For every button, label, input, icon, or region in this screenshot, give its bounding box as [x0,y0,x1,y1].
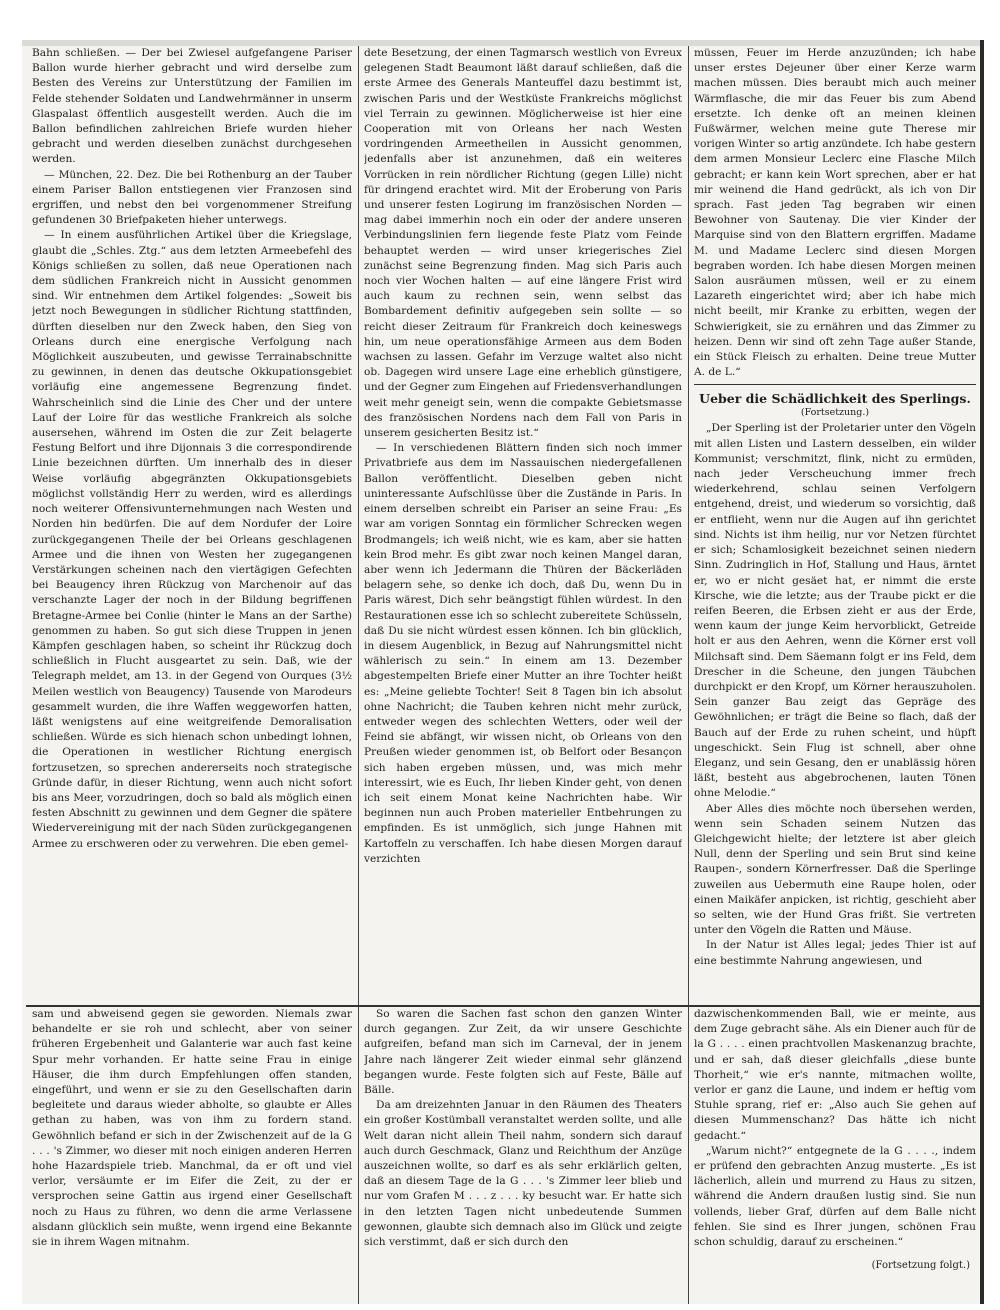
feuilleton-section [22,1007,984,1304]
article-paragraph: „Der Sperling ist der Proletarier unter den Vögeln mit allen Listen und Lastern desselben, ein wilder Kommunist; verschmitzt, flink, nicht zu ermüden, nach jeder Verscheuchung immer frech wiederkehrend, schlau seinen Verfolgern entgehend, dreist, und wiederum so vorsichtig, daß er entflieht, wenn nur die Augen auf ihn gerichtet sind. Nichts ist ihm heilig, nur vor Netzen fürchtet er sich; Schamlosigkeit bezeichnet seinen niedern Sinn. Zudringlich in Hof, Stallung und Haus, ärntet er, wo er nicht gesäet hat, er nimmt die erste Kirsche, wie die letzte; aus der Traube pickt er die reifen Beeren, die Erbsen zieht er aus der Erde, wenn kaum der junge Keim hervorblickt, Getreide holt er aus den Aehren, wenn die Körner erst voll Milchsaft sind. Dem Säemann folgt er ins Feld, dem Drescher in die Scheune, den jungen Täubchen durchpickt er den Kropf, um Körner herauszuholen. Sein ganzer Bau zeigt das Gepräge des Gewöhnlichen; er trägt die Beine so flach, daß der Bauch auf der Erde zu ruhen scheint, und hüpft ungeschickt. Sein Flug ist schnell, aber ohne Eleganz, und sein Gesang, den er unablässig hören läßt, besteht aus abgebrochenen, lauten Tönen ohne Melodie.“ [694,422,976,800]
story-paragraph: Da am dreizehnten Januar in den Räumen des Theaters ein großer Kostümball veranstaltet werden sollte, und alle Welt daran nicht allein Theil nahm, sondern sich darauf auch durch Geschmack, Glanz und Reichthum der Anzüge auszeichnen wollte, so darf es als sehr erklärlich gelten, daß an diesem Tage de la G . . . 's Zimmer leer blieb und nur vom Grafen M . . . z . . . ky besucht war. Er hatte sich in den letzten Tagen nicht unbedeutende Summen gewonnen, glaubte sich demnach also im Glück und zeigte sich verstimmt, daß er sich durch den [364,1099,682,1249]
story-paragraph: So waren die Sachen fast schon den ganzen Winter durch gegangen. Zur Zeit, da wir unsere Geschichte aufgreifen, befand man sich im Carneval, der in jenem Jahre nach längerer Zeit wieder einmal sehr glänzend begangen wurde. Feste folgten sich auf Feste, Bälle auf Bälle. [364,1008,682,1097]
continuation-note: (Fortsetzung folgt.) [871,1260,970,1272]
story-paragraph: dazwischenkommenden Ball, wie er meinte, aus dem Zuge gebracht sähe. Als ein Diener auch für de la G . . . . einen prachtvollen Maskenanzug brachte, und er sah, daß dieser gleichfalls „diese bunte Thorheit,“ wie er's nannte, mitmachen wollte, verlor er ganz die Laune, und indem er heftig vom Stuhle sprang, rief er: „Also auch Sie gehen auf diesen Mummenschanz? Das hätte ich nicht gedacht.“ [694,1008,976,1142]
article-subtitle: (Fortsetzung.) [800,407,870,419]
article-paragraph: müssen, Feuer im Herde anzuzünden; ich habe unser erstes Dejeuner über einer Kerze warm machen müssen. Dies beraubt mich auch meiner Wärmflasche, die mir das Feuer bis zum Abend ersetzte. Ich denke oft an meinen kleinen Fußwärmer, welchen meine gute Therese mir vorigen Winter so artig anzündete. Ich habe gestern dem armen Monsieur Leclerc eine Flasche Milch gebracht; er kann kein Wort sprechen, aber er hat mir weinend die Hand gedrückt, als ich von Dir sprach. Fast jeden Tag begraben wir einen Bewohner von Sautenay. Die vier Kinder der Marquise sind von den Blattern ergriffen. Madame M. und Madame Leclerc sind diesen Morgen begraben worden. Ich habe diesen Morgen meinen Salon ausräumen müssen, weil er zu einem Lazareth eingerichtet wird; aber ich habe mich nicht beeilt, mir Kranke zu erbitten, wegen der Schwierigkeit, sie zu ernähren und das Zimmer zu heizen. Denn wir sind oft zehn Tage außer Stande, ein Stück Fleisch zu erhalten. Deine treue Mutter A. de L.“ [694,47,976,379]
article-paragraph: Bahn schließen. — Der bei Zwiesel aufgefangene Pariser Ballon wurde hierher gebracht und wird derselbe zum Besten des Vereins zur Unterstützung der Familien im Felde stehender Soldaten und Landwehrmänner in unserm Glaspalast öffentlich ausgestellt werden. Auch die im Ballon befindlichen zahlreichen Briefe wurden hieher gebracht und werden dieselben zunächst durchgesehen werden. [32,47,352,166]
newspaper-page [22,40,984,1304]
article-paragraph: — München, 22. Dez. Die bei Rothenburg an der Tauber einem Pariser Ballon entstiegenen vier Franzosen sind ergriffen, und nebst den bei vorgenommener Streifung gefundenen 30 Briefpaketen hieher unterwegs. [32,168,352,227]
article-paragraph: Aber Alles dies möchte noch übersehen werden, wenn sein Schaden seinem Nutzen das Gleichgewicht hielte; der letztere ist aber gleich Null, denn der Sperling und sein Brut sind keine Raupen-, sondern Körnerfresser. Daß die Sperlinge zuweilen aus Uebermuth eine Raupe holen, oder einen Maikäfer anpicken, ist richtig, geschieht aber so selten, wie der Hund Gras frißt. Sie vertreten unter den Vögeln die Ratten und Mäuse. [694,802,976,937]
feuilleton-column-2 [364,1007,682,1304]
feuilleton-column-3 [694,1007,976,1304]
article-separator [694,384,976,385]
article-paragraph: — In einem ausführlichen Artikel über die Kriegslage, glaubt die „Schles. Ztg.“ aus dem letzten Armeebefehl des Königs schließen zu sollen, daß neue Operationen nach dem südlichen Frankreich nicht in Aussicht genommen sind. Wir entnehmen dem Artikel folgendes: „Soweit bis jetzt noch Bewegungen in südlicher Richtung stattfinden, dürften dieselben nur den Zweck haben, den Sieg von Orleans durch eine energische Verfolgung nach Möglichkeit auszubeuten, und gewisse Terrainabschnitte zu gewinnen, in denen das deutsche Okkupationsgebiet vorläufig eine angemessene Begrenzung findet. Wahrscheinlich sind die Linie des Cher und der untere Lauf der Loire für das westliche Frankreich als solche ausersehen, während im Osten die zur Zeit belagerte Festung Belfort und ihre Dijonnais 3 die correspondirende Linie bezeichnen dürften. Um innerhalb des in dieser Weise vorläufig abgegränzten Okkupationsgebiets möglichst vollständig Herr zu werden, wird es allerdings noch weiterer Offensivunternehmungen nach Westen und Norden hin bedürfen. Die auf dem Nordufer der Loire zurückgegangenen Theile der bei Orleans geschlagenen Armee und die ihnen von Westen her zugegangenen Verstärkungen scheinen nach den viertägigen Gefechten bei Beaugency ihren Rückzug von Marchenoir auf das verschanzte Lager der noch in der Bildung begriffenen Bretagne-Armee bei Conlie (hinter le Mans an der Sarthe) genommen zu haben. So gut sich diese Truppen in jenen Kämpfen geschlagen haben, so scheint ihr Rückzug doch schließlich in Flucht ausgeartet zu sein. Daß, wie der Telegraph meldet, am 13. in der Gegend von Ourques (3½ Meilen westlich von Beaugency) Tausende von Marodeurs gesammelt wurden, die ihre Waffen weggeworfen hatten, läßt wenigstens auf eine weitgreifende Demoralisation schließen. Würde es sich hienach schon unbedingt lohnen, die Operationen in westlicher Richtung energisch fortzusetzen, so sprechen andererseits noch strategische Gründe dafür, in dieser Richtung, wenn auch nicht sofort bis ans Meer, vorzudringen, doch so bald als möglich einen festen Abschnitt zu gewinnen und dem Gegner die spätere Wiedervereinigung mit der nach Süden zurückgegangenen Armee zu erschweren oder zu verwehren. Die eben gemel- [32,229,352,850]
article-title: Ueber die Schädlichkeit des Sperlings. [699,391,971,407]
news-column-2 [364,46,682,1006]
feuilleton-column-1 [32,1007,352,1304]
article-paragraph: dete Besetzung, der einen Tagmarsch westlich von Evreux gelegenen Stadt Beaumont läßt darauf schließen, daß die erste Armee des Generals Manteuffel dazu bestimmt ist, zwischen Paris und der Westküste Frankreichs möglichst viel Terrain zu gewinnen. Möglicherweise ist hier eine Cooperation mit von Orleans her nach Westen vordringenden Armeetheilen in Aussicht genommen, jedenfalls aber ist anzunehmen, daß ein weiteres Vorrücken in rein nördlicher Richtung (gegen Lille) nicht für dringend erachtet wird. Mit der Eroberung von Paris und unserer festen Logirung im französischen Norden — mag dabei immerhin noch ein oder der andere unseren Verbindungslinien fern liegende feste Platz vom Feinde behauptet werden — wird unser kriegerisches Ziel zunächst seine Begrenzung finden. Mag sich Paris auch noch vier Wochen halten — auf eine längere Frist wird auch kaum zu rechnen sein, wenn selbst das Bombardement definitiv aufgegeben sein sollte — so reicht dieser Zeitraum für Frankreich doch keineswegs hin, um neue operationsfähige Armeen aus dem Boden wachsen zu lassen. Gefahr im Verzuge waltet also nicht ob. Dagegen wird unsere Lage eine erheblich günstigere, und der Gegner zum Eingehen auf Friedensverhandlungen weit mehr geneigt sein, wenn die compakte Gebietsmasse des französischen Nordens nach dem Fall von Paris in unserem gesicherten Besitz ist.“ [364,47,682,440]
news-column-3 [694,46,976,1006]
story-paragraph: sam und abweisend gegen sie geworden. Niemals zwar behandelte er sie roh und schlecht, aber von seiner früheren Ergebenheit und Galanterie war auch fast keine Spur mehr vorhanden. Er hatte seine Frau in einige Häuser, die ihm durch Empfehlungen offen standen, eingeführt, und wenn er sie zu den Gesellschaften darin begleitete und daraus wieder abholte, so glaubte er Alles gethan zu haben, was von ihm zu fordern stand. Gewöhnlich befand er sich in der Zwischenzeit auf de la G . . . 's Zimmer, wo dieser mit noch einigen anderen Herren hohe Hazardspiele trieb. Manchmal, da er oft und viel verlor, versäumte er im Eifer die Zeit, zu der er versprochen seine Gattin aus irgend einer Gesellschaft noch zu Haus zu führen, wo denn die arme Verlassene alsdann glücklich sein mußte, wenn irgend eine Bekannte sie in ihrem Wagen mitnahm. [32,1008,352,1249]
news-column-1 [32,46,352,1006]
story-paragraph: „Warum nicht?“ entgegnete de la G . . . ., indem er prüfend den gebrachten Anzug musterte. „Es ist lächerlich, allein und murrend zu Haus zu sitzen, während die Andern draußen lustig sind. Sie nun vollends, lieber Graf, dürfen auf dem Balle nicht fehlen. Sie sind es Ihrer jungen, schönen Frau schon schuldig, darauf zu erscheinen.“ [694,1144,976,1249]
news-section [22,46,984,1006]
article-paragraph: In der Natur ist Alles legal; jedes Thier ist auf eine bestimmte Nahrung angewiesen, und [694,939,976,967]
article-paragraph: — In verschiedenen Blättern finden sich noch immer Privatbriefe aus dem im Nassauischen niedergefallenen Ballon veröffentlicht. Dieselben geben nicht uninteressante Aufschlüsse über die Zustände in Paris. In einem derselben schreibt ein Pariser an seine Frau: „Es war am vorigen Sonntag ein förmlicher Schrecken wegen Brodmangels; ich weiß nicht, wie es kam, aber sie hatten kein Brod mehr. Es gibt zwar noch keinen Mangel daran, aber wenn ich Jedermann die Thüren der Bäckerläden belagern sehe, so denke ich doch, daß Du, wenn Du in Paris wärest, Dich sehr beängstigt fühlen würdest. In den Restaurationen esse ich so schlecht zubereitete Schüsseln, daß Du sie nicht würdest essen können. Ich bin glücklich, in diesem Augenblick, in Bezug auf Nahrungsmittel nicht wählerisch zu sein.“ In einem am 13. Dezember abgestempelten Briefe einer Mutter an ihre Tochter heißt es: „Meine geliebte Tochter! Seit 8 Tagen bin ich absolut ohne Nachricht; die Tauben kehren nicht mehr zurück, entweder wegen des schlechten Wetters, oder weil der Feind sie abfängt, wir wissen nicht, ob Orleans von den Preußen wieder genommen ist, ob Belfort oder Besançon sich haben ergeben müssen, und, was mich mehr interessirt, wie es Euch, Ihr lieben Kinder geht, von denen ich seit einem Monat keine Nachrichten habe. Wir beginnen nun auch Proben materieller Entbehrungen zu empfinden. Es ist unmöglich, sich junge Hahnen mit Kartoffeln zu verschaffen. Ich habe diesen Morgen darauf verzichten [364,442,682,865]
